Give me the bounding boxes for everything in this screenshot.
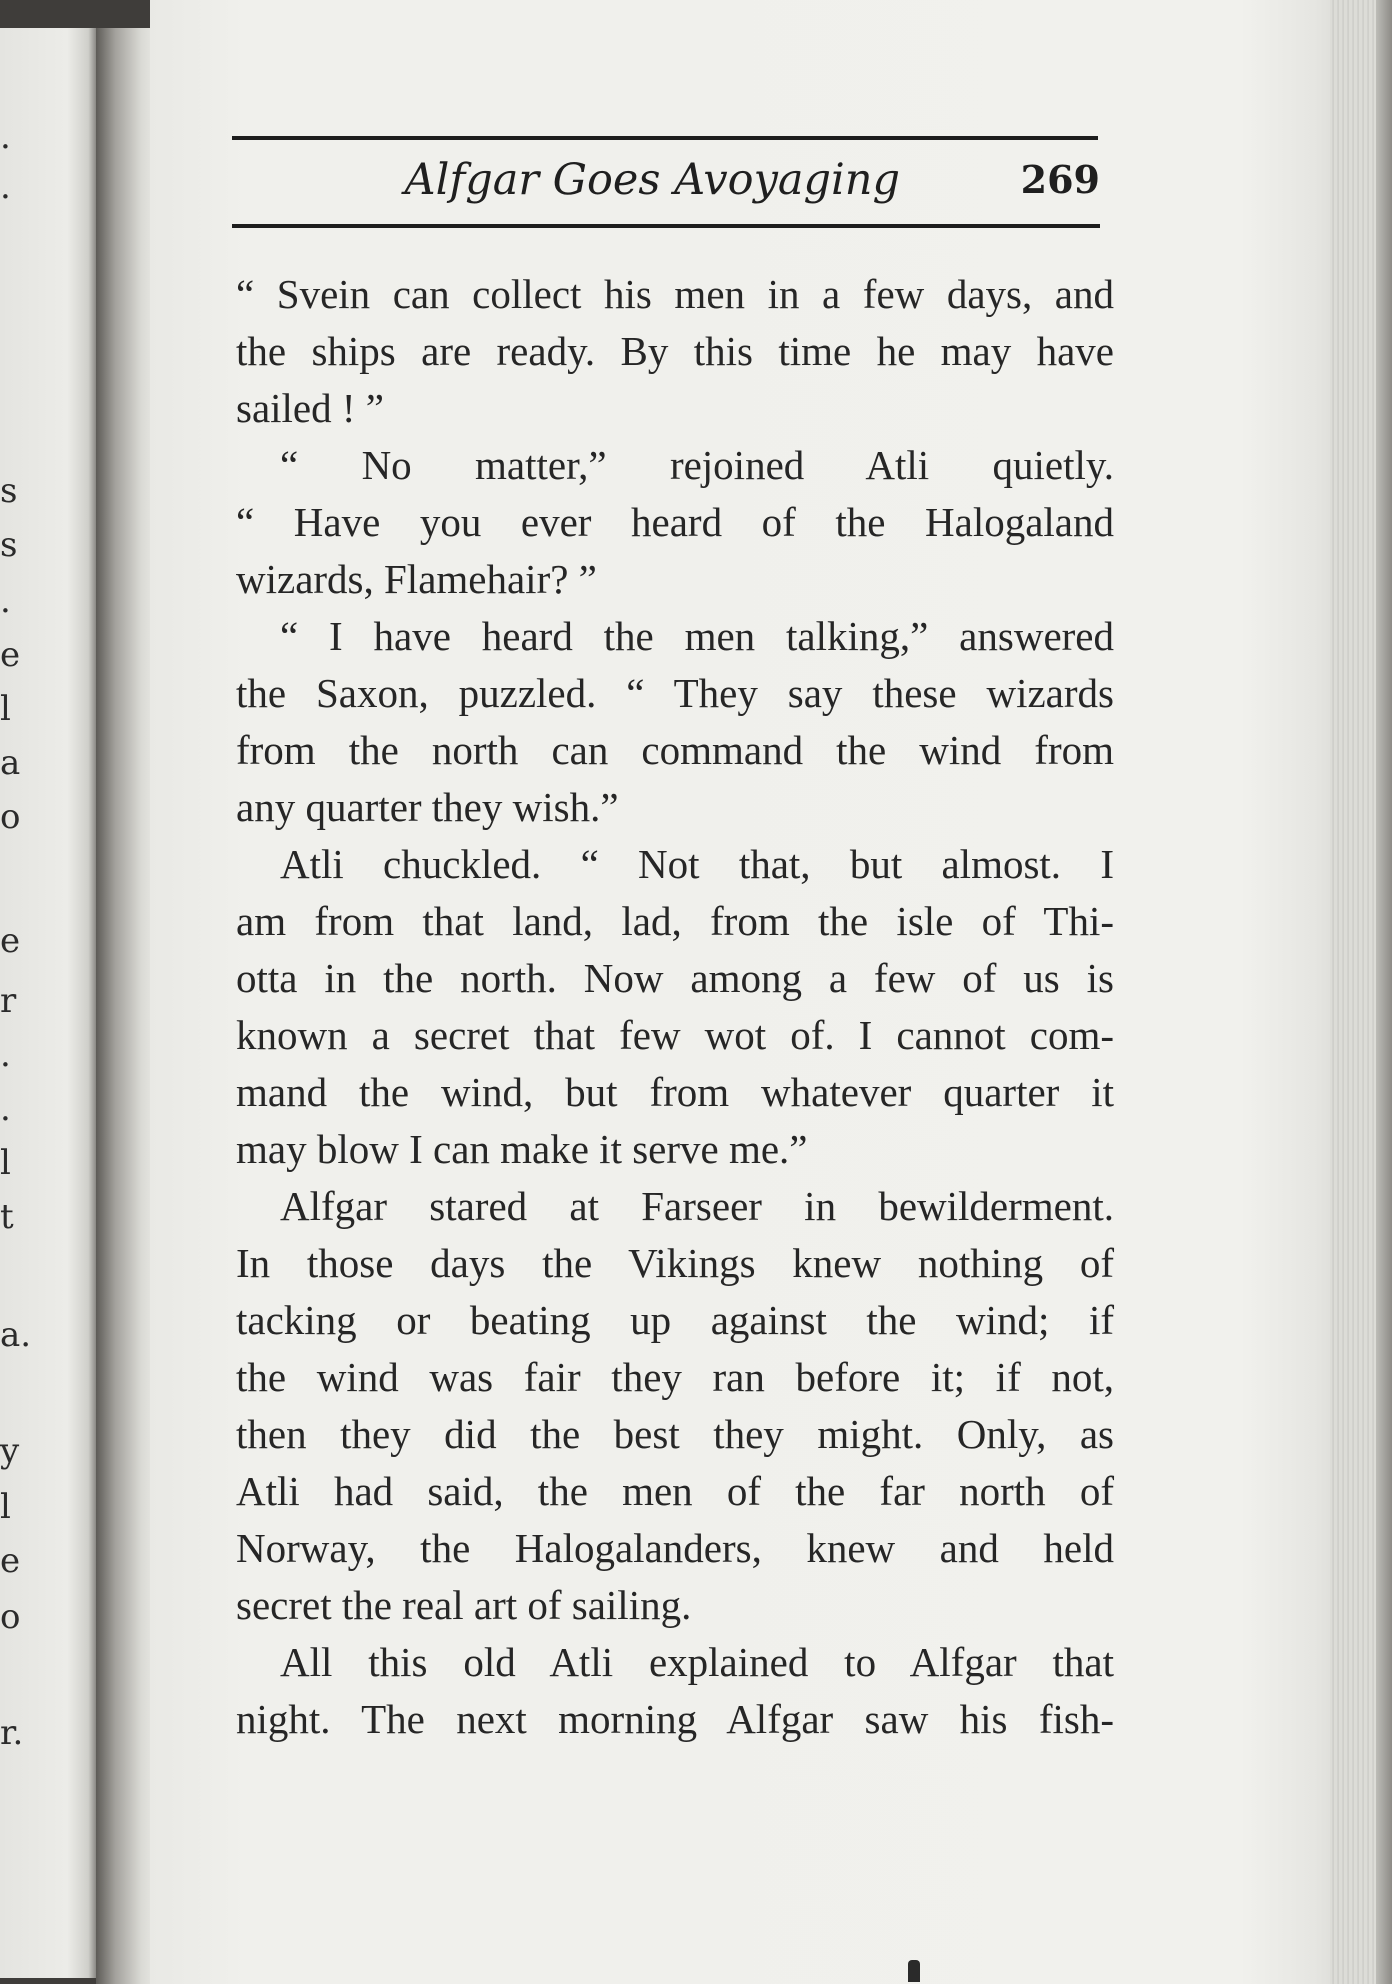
- text-line: secret the real art of sailing.: [236, 1582, 692, 1628]
- running-head-title: Alfgar Goes Avoyaging: [404, 155, 900, 205]
- text-line: “ I have heard the men talking,” answered: [280, 613, 1114, 659]
- text-line: otta in the north. Now among a few of us is: [236, 955, 1114, 1001]
- text-line: “ Have you ever heard of the Halogaland: [236, 499, 1114, 545]
- text-line: am from that land, lad, from the isle of Thi-: [236, 898, 1114, 944]
- text-line: Norway, the Halogalanders, knew and held: [236, 1525, 1114, 1571]
- text-line: Atli chuckled. “ Not that, but almost. I: [280, 841, 1114, 887]
- margin-char: t: [0, 1197, 14, 1237]
- margin-char: .: [0, 117, 11, 157]
- text-line: All this old Atli explained to Alfgar that: [280, 1639, 1114, 1685]
- text-line: In those days the Vikings knew nothing of: [236, 1240, 1114, 1286]
- text-line: night. The next morning Alfgar saw his fish-: [236, 1696, 1114, 1742]
- text-line: then they did the best they might. Only, as: [236, 1411, 1114, 1457]
- margin-char: s: [0, 525, 18, 565]
- text-line: the ships are ready. By this time he may have: [236, 328, 1114, 374]
- text-line: tacking or beating up against the wind; if: [236, 1297, 1114, 1343]
- text-line: mand the wind, but from whatever quarter it: [236, 1069, 1114, 1115]
- margin-char: .: [0, 581, 11, 621]
- page-stack-shadow: [1376, 0, 1392, 1984]
- text-line: wizards, Flamehair? ”: [236, 556, 597, 602]
- text-line: “ Svein can collect his men in a few days, and: [236, 271, 1114, 317]
- margin-char: e: [0, 635, 21, 675]
- previous-page-edge: [0, 28, 96, 1978]
- margin-char: l: [0, 1143, 11, 1183]
- margin-char: a.: [0, 1315, 32, 1355]
- text-line: Atli had said, the men of the far north of: [236, 1468, 1114, 1514]
- page-number: 269: [1020, 157, 1100, 202]
- text-line: any quarter they wish.”: [236, 784, 619, 830]
- text-line: the Saxon, puzzled. “ They say these wizards: [236, 670, 1114, 716]
- margin-char: e: [0, 921, 21, 961]
- margin-char: r.: [0, 1713, 24, 1753]
- binding-mark: [908, 1960, 920, 1982]
- header-rule-top: [232, 136, 1098, 140]
- margin-char: a: [0, 743, 21, 783]
- body-text: [236, 266, 1114, 1748]
- text-line: sailed ! ”: [236, 385, 384, 431]
- text-line: Alfgar stared at Farseer in bewilderment.: [280, 1183, 1114, 1229]
- margin-char: .: [0, 167, 11, 207]
- header-rule-bottom: [232, 224, 1100, 228]
- margin-char: s: [0, 471, 18, 511]
- margin-char: e: [0, 1541, 21, 1581]
- text-line: “ No matter,” rejoined Atli quietly.: [280, 442, 1114, 488]
- margin-char: r: [0, 981, 17, 1021]
- text-line: the wind was fair they ran before it; if not,: [236, 1354, 1114, 1400]
- margin-char: o: [0, 797, 21, 837]
- margin-char: l: [0, 1487, 11, 1527]
- margin-char: .: [0, 1035, 11, 1075]
- margin-char: y: [0, 1431, 20, 1471]
- margin-char: l: [0, 689, 11, 729]
- text-line: may blow I can make it serve me.”: [236, 1126, 808, 1172]
- margin-char: .: [0, 1089, 11, 1129]
- text-line: from the north can command the wind from: [236, 727, 1114, 773]
- text-line: known a secret that few wot of. I cannot com-: [236, 1012, 1114, 1058]
- margin-char: o: [0, 1597, 21, 1637]
